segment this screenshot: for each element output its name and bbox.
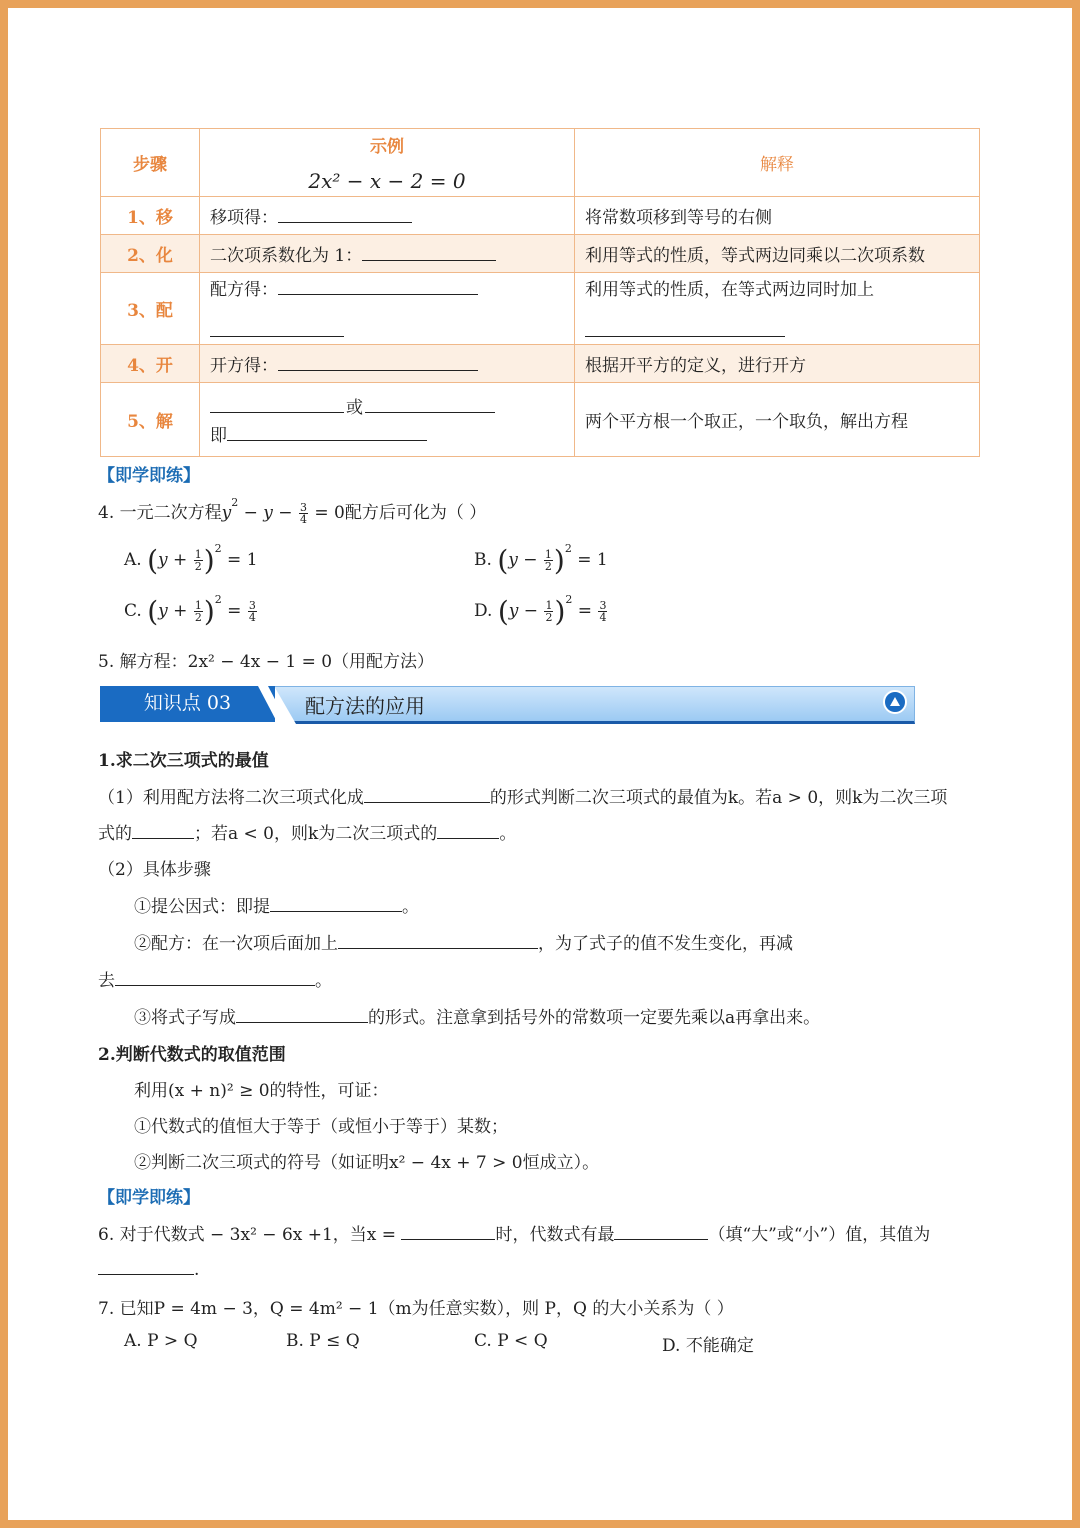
header-example-label: 示例 bbox=[370, 137, 404, 157]
practice-tag: 【即学即练】 bbox=[98, 1188, 200, 1208]
collapse-arrow-icon[interactable] bbox=[883, 690, 907, 714]
q4-prefix: 4. 一元二次方程 bbox=[98, 503, 222, 523]
option-d-label: D. bbox=[474, 601, 493, 621]
question-7: 7. 已知P = 4m − 3，Q = 4m² − 1（m为任意实数），则 P，Q 的大小关系为（ ） bbox=[98, 1299, 734, 1319]
section-2-line-2: ①代数式的值恒大于等于（或恒小于等于）某数； bbox=[134, 1117, 508, 1137]
answer-blank[interactable] bbox=[585, 335, 785, 337]
answer-blank[interactable] bbox=[364, 801, 490, 803]
s1a: ①提公因式：即提 bbox=[134, 897, 270, 917]
header-step: 步骤 bbox=[101, 129, 200, 197]
header-example-equation: 2x² − x − 2 = 0 bbox=[308, 169, 466, 193]
s2b: ，为了式子的值不发生变化，再减 bbox=[538, 934, 793, 954]
header-explain: 解释 bbox=[575, 129, 980, 197]
banner-label: 知识点 03 bbox=[100, 686, 275, 722]
step-2: 2、化 bbox=[101, 235, 200, 273]
q7-option-c[interactable]: C. P < Q bbox=[474, 1331, 548, 1351]
answer-blank[interactable] bbox=[365, 411, 495, 413]
banner-title: 配方法的应用 bbox=[305, 694, 425, 718]
example-2 bbox=[200, 235, 575, 273]
s1b: 。 bbox=[402, 897, 419, 917]
example-1 bbox=[200, 197, 575, 235]
answer-blank[interactable] bbox=[278, 369, 478, 371]
s3b: 的形式。注意拿到括号外的常数项一定要先乘以a再拿出来。 bbox=[368, 1008, 821, 1028]
answer-blank[interactable] bbox=[614, 1238, 708, 1240]
q6-d: . bbox=[194, 1260, 200, 1280]
q4-suffix: 配方后可化为（ ） bbox=[344, 503, 487, 523]
explain-3-text: 利用等式的性质，在等式两边同时加上 bbox=[585, 280, 874, 300]
step-rewrite bbox=[134, 1003, 820, 1028]
section-1-title: 1.求二次三项式的最值 bbox=[98, 751, 269, 771]
option-a-label: A. bbox=[124, 550, 142, 570]
p1e: 。 bbox=[499, 824, 517, 844]
section-2-title: 2.判断代数式的取值范围 bbox=[98, 1045, 286, 1065]
explain-4: 根据开平方的定义，进行开方 bbox=[575, 345, 980, 383]
or-text: 或 bbox=[346, 398, 363, 418]
practice-tag: 【即学即练】 bbox=[98, 466, 200, 486]
answer-blank[interactable] bbox=[236, 1021, 368, 1023]
s2a: ②配方：在一次项后面加上 bbox=[134, 934, 338, 954]
q7-option-b[interactable]: B. P ≤ Q bbox=[286, 1331, 360, 1351]
example-4 bbox=[200, 345, 575, 383]
step-complete-square-cont bbox=[98, 966, 332, 991]
answer-blank[interactable] bbox=[338, 947, 538, 949]
q6-c: （填“大”或“小”）值，其值为 bbox=[708, 1225, 931, 1245]
example-1-text: 移项得： bbox=[210, 208, 278, 228]
section-2-line-1: 利用(x + n)² ≥ 0的特性，可证： bbox=[134, 1081, 389, 1101]
answer-blank[interactable] bbox=[362, 259, 496, 261]
question-5: 5. 解方程：2x² − 4x − 1 = 0（用配方法） bbox=[98, 652, 435, 672]
step-4: 4、开 bbox=[101, 345, 200, 383]
q4-option-d[interactable]: D. (y − $\frac{1}{2}$ )$^2$ = $\frac{3}{4}$ bbox=[474, 593, 607, 628]
q4-option-a[interactable]: A. (y + $\frac{1}{2}$ )$^2$ = 1 bbox=[124, 542, 258, 577]
p1a: （1）利用配方法将二次三项式化成 bbox=[98, 788, 364, 808]
answer-blank[interactable] bbox=[278, 293, 478, 295]
answer-blank[interactable] bbox=[401, 1238, 495, 1240]
step-extract bbox=[134, 892, 419, 917]
q7-option-a[interactable]: A. P > Q bbox=[124, 1331, 198, 1351]
answer-blank[interactable] bbox=[270, 910, 402, 912]
step-5: 5、解 bbox=[101, 383, 200, 457]
section-2-line-3: ②判断二次三项式的符号（如证明x² − 4x + 7 > 0恒成立）。 bbox=[134, 1153, 600, 1173]
answer-blank[interactable] bbox=[210, 411, 344, 413]
answer-blank[interactable] bbox=[210, 335, 344, 337]
example-3-text: 配方得： bbox=[210, 280, 278, 300]
example-3 bbox=[200, 273, 575, 345]
answer-blank[interactable] bbox=[115, 984, 315, 986]
section-1-paragraph-2: （2）具体步骤 bbox=[98, 860, 211, 880]
answer-blank[interactable] bbox=[98, 1273, 194, 1275]
step-complete-square bbox=[134, 929, 793, 954]
option-c-label: C. bbox=[124, 601, 142, 621]
steps-table bbox=[100, 128, 980, 457]
question-6 bbox=[98, 1220, 930, 1245]
explain-2: 利用等式的性质，等式两边同乘以二次项系数 bbox=[575, 235, 980, 273]
option-b-label: B. bbox=[474, 550, 492, 570]
question-4: 4. 一元二次方程$y^2 - y$ − $\frac{3}{4}$ = 0配方后可化为（ ） bbox=[98, 496, 487, 526]
s2d: 。 bbox=[315, 971, 332, 991]
answer-blank[interactable] bbox=[278, 221, 412, 223]
header-example bbox=[200, 129, 575, 197]
example-2-text: 二次项系数化为 1： bbox=[210, 246, 363, 266]
section-1-paragraph-1 bbox=[98, 783, 947, 808]
q6-b: 时，代数式有最 bbox=[495, 1225, 615, 1245]
step-1: 1、移 bbox=[101, 197, 200, 235]
s3a: ③将式子写成 bbox=[134, 1008, 236, 1028]
p1c: 式的 bbox=[98, 824, 132, 844]
question-6-cont bbox=[98, 1260, 199, 1280]
answer-blank[interactable] bbox=[132, 837, 194, 839]
step-3: 3、配 bbox=[101, 273, 200, 345]
explain-5: 两个平方根一个取正，一个取负，解出方程 bbox=[575, 383, 980, 457]
example-5 bbox=[200, 383, 575, 457]
p1b: 的形式判断二次三项式的最值为k。若a > 0，则k为二次三项 bbox=[489, 788, 948, 808]
explain-1: 将常数项移到等号的右侧 bbox=[575, 197, 980, 235]
example-4-text: 开方得： bbox=[210, 356, 278, 376]
q7-option-d[interactable]: D. 不能确定 bbox=[662, 1336, 754, 1356]
ji-text: 即 bbox=[210, 426, 227, 446]
answer-blank[interactable] bbox=[437, 837, 499, 839]
explain-3 bbox=[575, 273, 980, 345]
q4-option-c[interactable]: C. (y + $\frac{1}{2}$ )$^2$ = $\frac{3}{4}$ bbox=[124, 593, 256, 628]
section-1-paragraph-1-cont bbox=[98, 819, 516, 844]
knowledge-banner bbox=[100, 686, 915, 722]
q6-a: 6. 对于代数式 − 3x² − 6x +1，当x = bbox=[98, 1225, 402, 1245]
s2c: 去 bbox=[98, 971, 115, 991]
p1d: ；若a < 0，则k为二次三项式的 bbox=[194, 824, 438, 844]
answer-blank[interactable] bbox=[227, 439, 427, 441]
q4-option-b[interactable]: B. (y − $\frac{1}{2}$ )$^2$ = 1 bbox=[474, 542, 608, 577]
